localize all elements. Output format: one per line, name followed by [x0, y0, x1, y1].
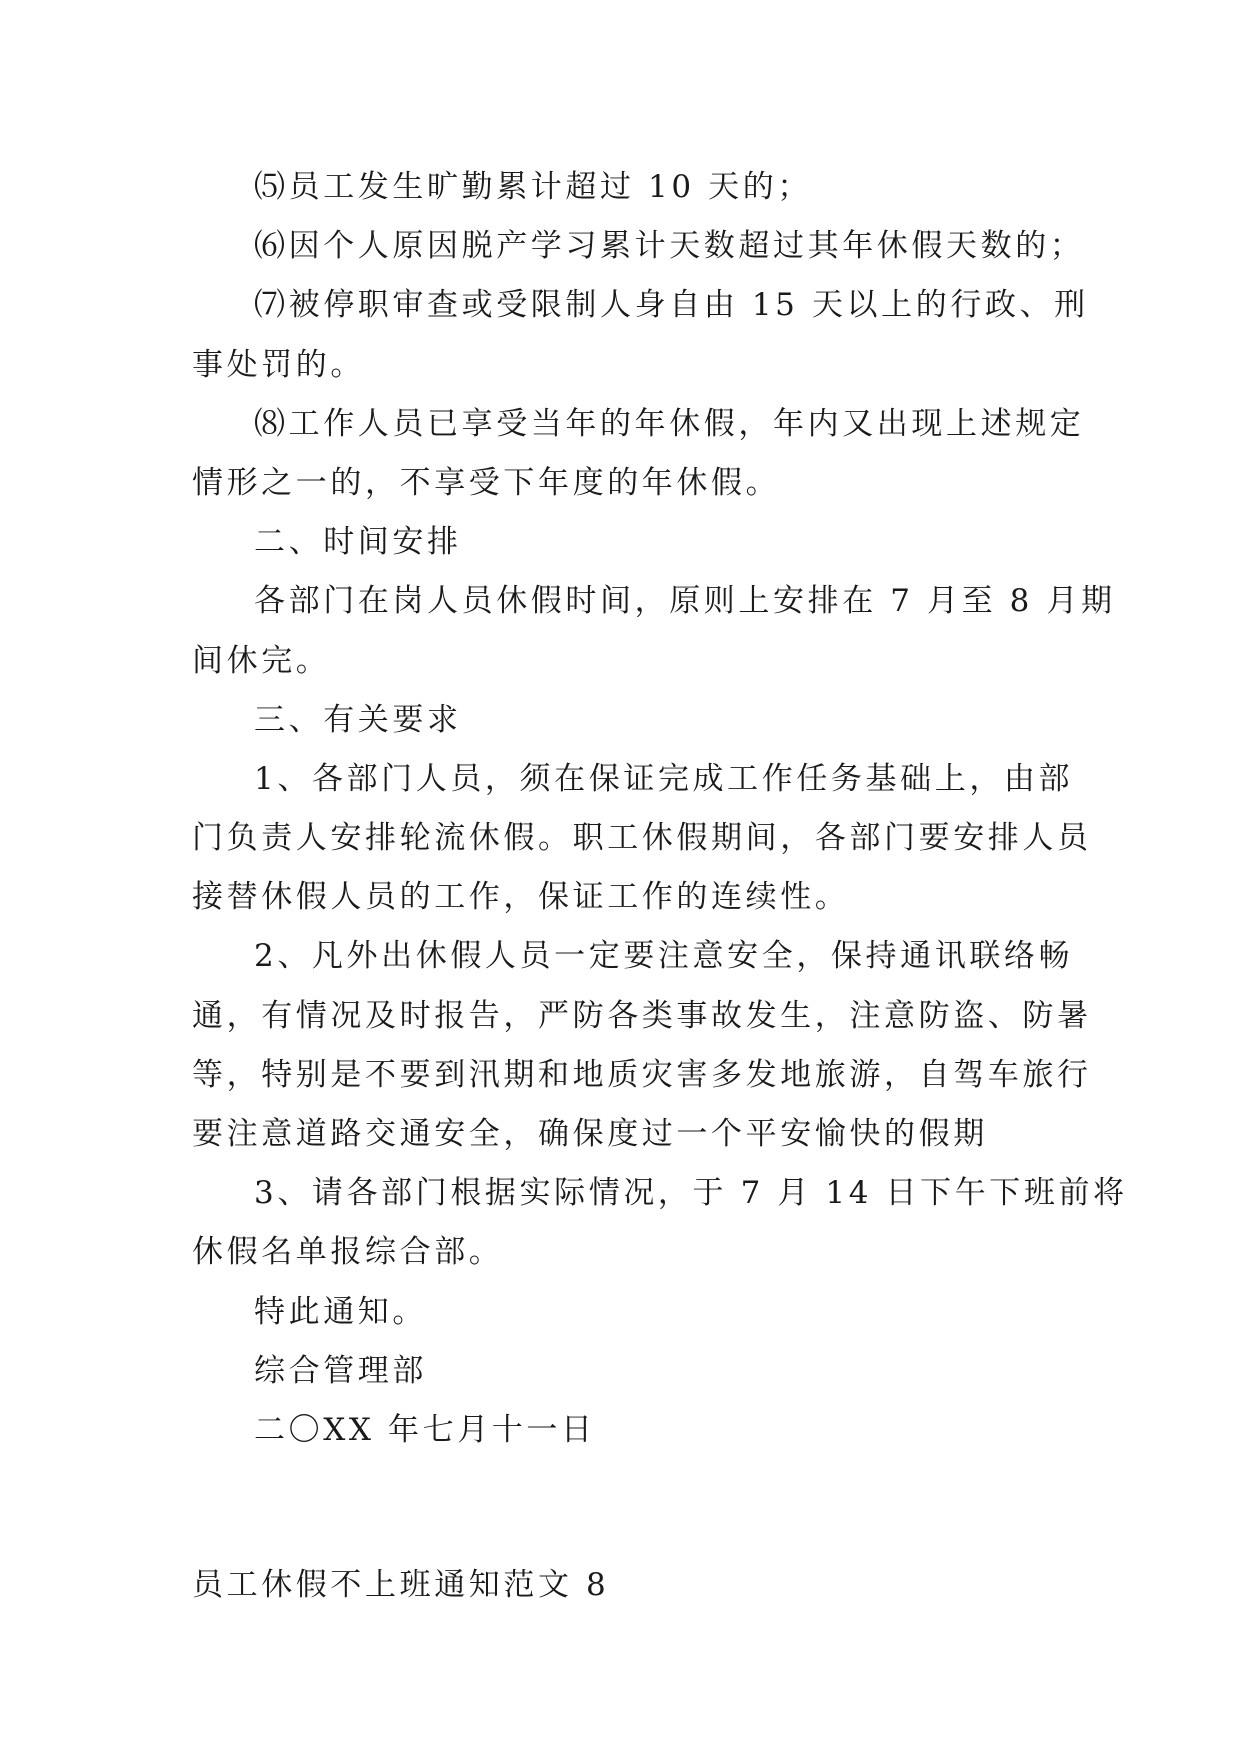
- requirement-2: 2、凡外出休假人员一定要注意安全，保持通讯联络畅: [254, 938, 1074, 975]
- schedule-paragraph-continued: 间休完。: [192, 642, 331, 679]
- requirement-1-line-2: 门负责人安排轮流休假。职工休假期间，各部门要安排人员: [192, 820, 1092, 857]
- requirement-1-line-3: 接替休假人员的工作，保证工作的连续性。: [192, 879, 850, 916]
- requirement-2-line-2: 通，有情况及时报告，严防各类事故发生，注意防盗、防暑: [192, 997, 1092, 1034]
- requirement-3-line-2: 休假名单报综合部。: [192, 1234, 504, 1271]
- list-item-5: ⑸员工发生旷勤累计超过 10 天的；: [254, 169, 812, 205]
- section-heading-requirements: 三、有关要求: [254, 701, 462, 738]
- requirement-3: 3、请各部门根据实际情况，于 7 月 14 日下午下班前将: [254, 1175, 1128, 1212]
- section-spacer: [192, 1460, 1052, 1556]
- schedule-paragraph: 各部门在岗人员休假时间，原则上安排在 7 月至 8 月期: [254, 583, 1116, 620]
- section-heading-schedule: 二、时间安排: [254, 524, 462, 561]
- signature-date: 二〇XX 年七月十一日: [254, 1411, 596, 1448]
- requirement-1: 1、各部门人员，须在保证完成工作任务基础上，由部: [254, 760, 1074, 797]
- list-item-6: ⑹因个人原因脱产学习累计天数超过其年休假天数的；: [254, 228, 1085, 265]
- signature-department: 综合管理部: [254, 1352, 427, 1389]
- list-item-7: ⑺被停职审查或受限制人身自由 15 天以上的行政、刑: [254, 287, 1089, 324]
- list-item-8-continued: 情形之一的，不享受下年度的年休假。: [192, 464, 781, 501]
- requirement-2-line-4: 要注意道路交通安全，确保度过一个平安愉快的假期: [192, 1116, 988, 1152]
- closing-notice: 特此通知。: [254, 1293, 427, 1330]
- requirement-2-line-3: 等，特别是不要到汛期和地质灾害多发地旅游，自驾车旅行: [192, 1056, 1092, 1093]
- next-section-heading: 员工休假不上班通知范文 8: [192, 1567, 610, 1604]
- document-body: [192, 158, 1128, 1615]
- list-item-8: ⑻工作人员已享受当年的年休假，年内又出现上述规定: [254, 405, 1085, 442]
- list-item-7-continued: 事处罚的。: [192, 346, 365, 383]
